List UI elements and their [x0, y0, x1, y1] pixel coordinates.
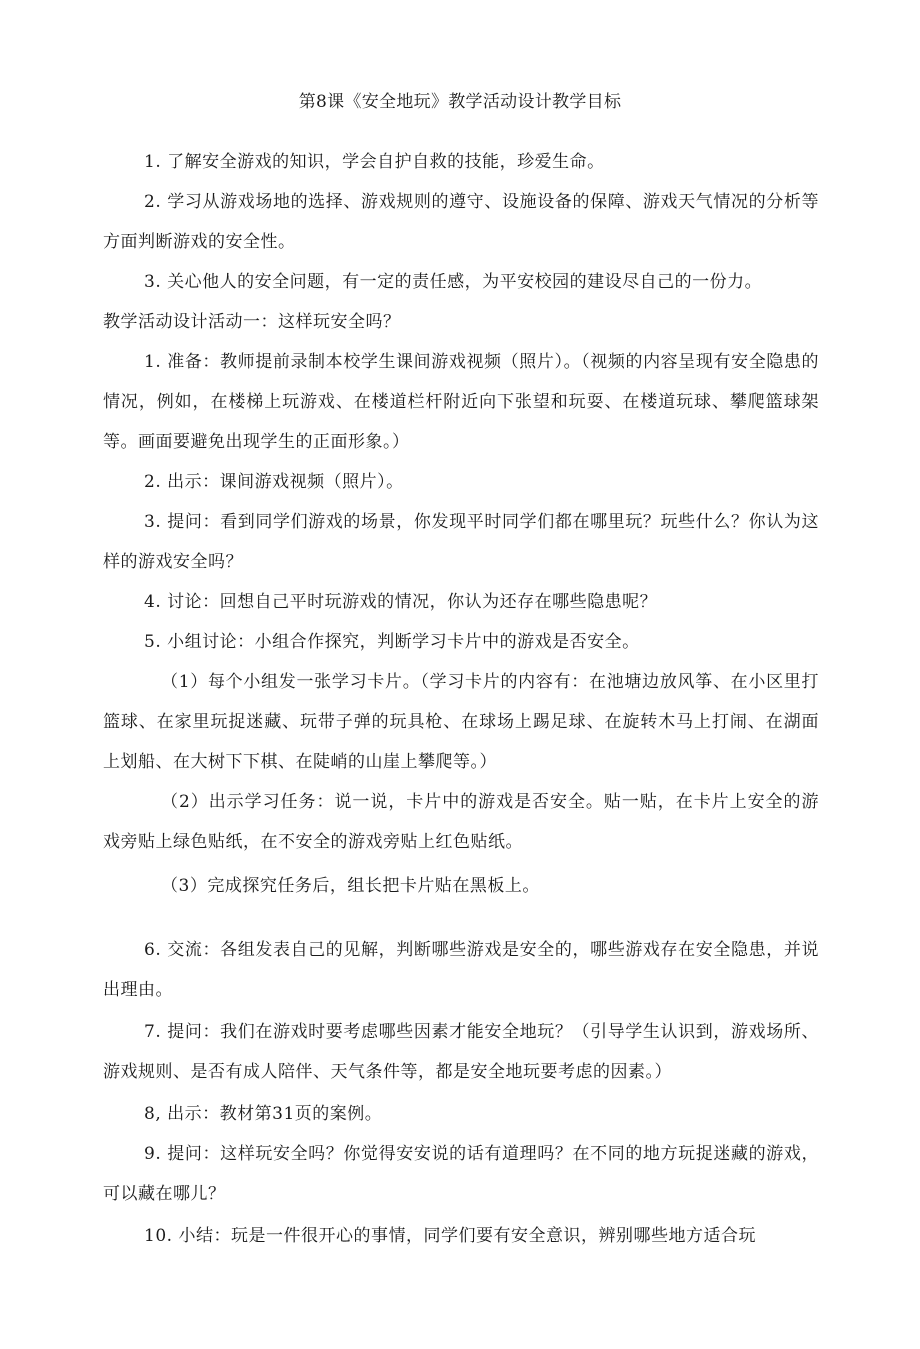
step-6-exchange: 6. 交流：各组发表自己的见解，判断哪些游戏是安全的，哪些游戏存在安全隐患，并说出理由。	[103, 940, 819, 1000]
sub-step-3: （3）完成探究任务后，组长把卡片贴在黑板上。	[161, 876, 540, 896]
activity-one-heading: 教学活动设计活动一：这样玩安全吗？	[103, 312, 401, 332]
sub-step-1: （1）每个小组发一张学习卡片。（学习卡片的内容有：在池塘边放风筝、在小区里打篮球、在家里玩捉迷藏、玩带子弹的玩具枪、在球场上踢足球、在旋转木马上打闹、在湖面上划船、在大树下下棋、在陡峭的山崖上攀爬等。）	[103, 672, 819, 772]
step-4-discuss: 4. 讨论：回想自己平时玩游戏的情况，你认为还存在哪些隐患呢？	[144, 592, 658, 612]
objective-2: 2. 学习从游戏场地的选择、游戏规则的遵守、设施设备的保障、游戏天气情况的分析等方面判断游戏的安全性。	[103, 192, 819, 252]
step-9-question: 9. 提问：这样玩安全吗？你觉得安安说的话有道理吗？在不同的地方玩捉迷藏的游戏，可以藏在哪儿？	[103, 1144, 819, 1204]
sub-step-2: （2）出示学习任务：说一说，卡片中的游戏是否安全。贴一贴，在卡片上安全的游戏旁贴上绿色贴纸，在不安全的游戏旁贴上红色贴纸。	[103, 792, 819, 852]
document-title: 第8课《安全地玩》教学活动设计教学目标	[298, 92, 622, 112]
step-5-group-discuss: 5. 小组讨论：小组合作探究，判断学习卡片中的游戏是否安全。	[144, 632, 640, 652]
step-1-prepare: 1. 准备：教师提前录制本校学生课间游戏视频（照片）。（视频的内容呈现有安全隐患的情况，例如，在楼梯上玩游戏、在楼道栏杆附近向下张望和玩耍、在楼道玩球、攀爬篮球架等。画面要避免出现学生的正面形象。）	[103, 352, 819, 452]
step-10-summary: 10. 小结：玩是一件很开心的事情，同学们要有安全意识，辨别哪些地方适合玩	[144, 1226, 756, 1246]
step-8-show: 8, 出示：教材第31页的案例。	[144, 1104, 383, 1124]
step-3-question: 3. 提问：看到同学们游戏的场景，你发现平时同学们都在哪里玩？玩些什么？你认为这样的游戏安全吗？	[103, 512, 819, 572]
step-7-question: 7. 提问：我们在游戏时要考虑哪些因素才能安全地玩？（引导学生认识到，游戏场所、游戏规则、是否有成人陪伴、天气条件等，都是安全地玩要考虑的因素。）	[103, 1022, 819, 1082]
objective-1: 1. 了解安全游戏的知识，学会自护自救的技能，珍爱生命。	[144, 152, 605, 172]
objective-3: 3. 关心他人的安全问题，有一定的责任感，为平安校园的建设尽自己的一份力。	[144, 272, 763, 292]
step-2-show: 2. 出示：课间游戏视频（照片）。	[144, 472, 404, 492]
